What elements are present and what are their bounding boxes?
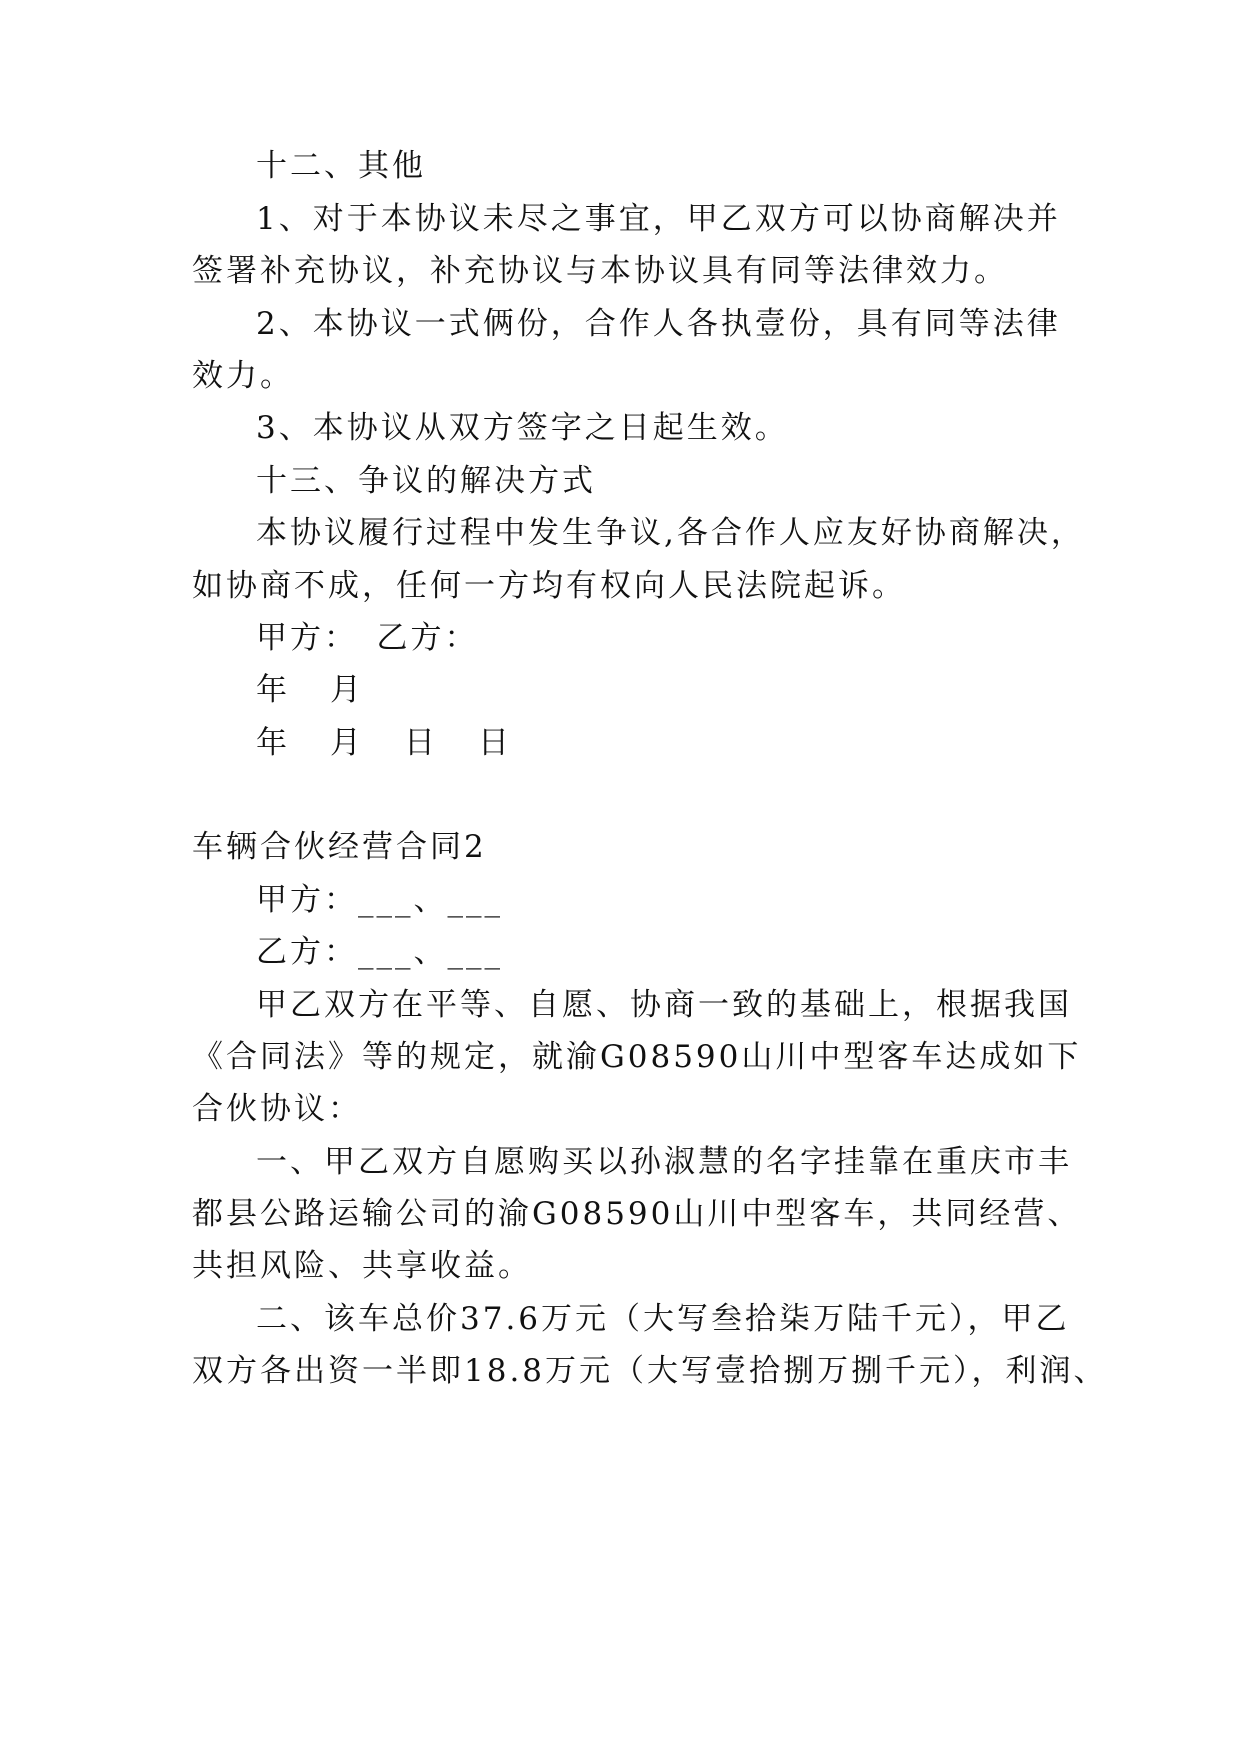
contract-2-intro-line-2: 《合同法》等的规定，就渝G08590山川中型客车达成如下 — [192, 1039, 1082, 1075]
section-12-item-1-line-1: 1、对于本协议未尽之事宜，甲乙双方可以协商解决并 — [256, 201, 1061, 237]
contract-2-intro-line-3: 合伙协议： — [192, 1091, 362, 1127]
section-12-item-1-line-2: 签署补充协议，补充协议与本协议具有同等法律效力。 — [192, 253, 1008, 289]
signature-date-2: 年 月 日 日 — [256, 725, 515, 761]
signature-date-1: 年 月 — [256, 672, 367, 708]
section-12-item-2-line-2: 效力。 — [192, 358, 294, 394]
contract-2-clause-2-line-1: 二、该车总价37.6万元（大写叁拾柒万陆千元），甲乙 — [256, 1301, 1070, 1337]
section-12-item-3: 3、本协议从双方签字之日起生效。 — [256, 410, 789, 446]
section-12-heading: 十二、其他 — [256, 148, 426, 184]
section-12-item-2-line-1: 2、本协议一式俩份，合作人各执壹份，具有同等法律 — [256, 306, 1061, 342]
contract-2-clause-1-line-2: 都县公路运输公司的渝G08590山川中型客车，共同经营、 — [192, 1196, 1082, 1232]
contract-2-party-b: 乙方：___、___ — [256, 934, 503, 970]
contract-2-title: 车辆合伙经营合同2 — [192, 829, 487, 865]
signature-parties: 甲方： 乙方： — [256, 620, 479, 656]
contract-2-clause-1-line-3: 共担风险、共享收益。 — [192, 1248, 532, 1284]
section-13-heading: 十三、争议的解决方式 — [256, 463, 596, 499]
contract-2-clause-2-line-2: 双方各出资一半即18.8万元（大写壹拾捌万捌千元），利润、 — [192, 1353, 1108, 1389]
section-13-paragraph-line-2: 如协商不成，任何一方均有权向人民法院起诉。 — [192, 568, 906, 604]
contract-2-intro-line-1: 甲乙双方在平等、自愿、协商一致的基础上，根据我国 — [256, 987, 1072, 1023]
contract-2-clause-1-line-1: 一、甲乙双方自愿购买以孙淑慧的名字挂靠在重庆市丰 — [256, 1144, 1072, 1180]
contract-2-party-a: 甲方：___、___ — [256, 882, 503, 918]
section-13-paragraph-line-1: 本协议履行过程中发生争议,各合作人应友好协商解决， — [256, 515, 1085, 551]
